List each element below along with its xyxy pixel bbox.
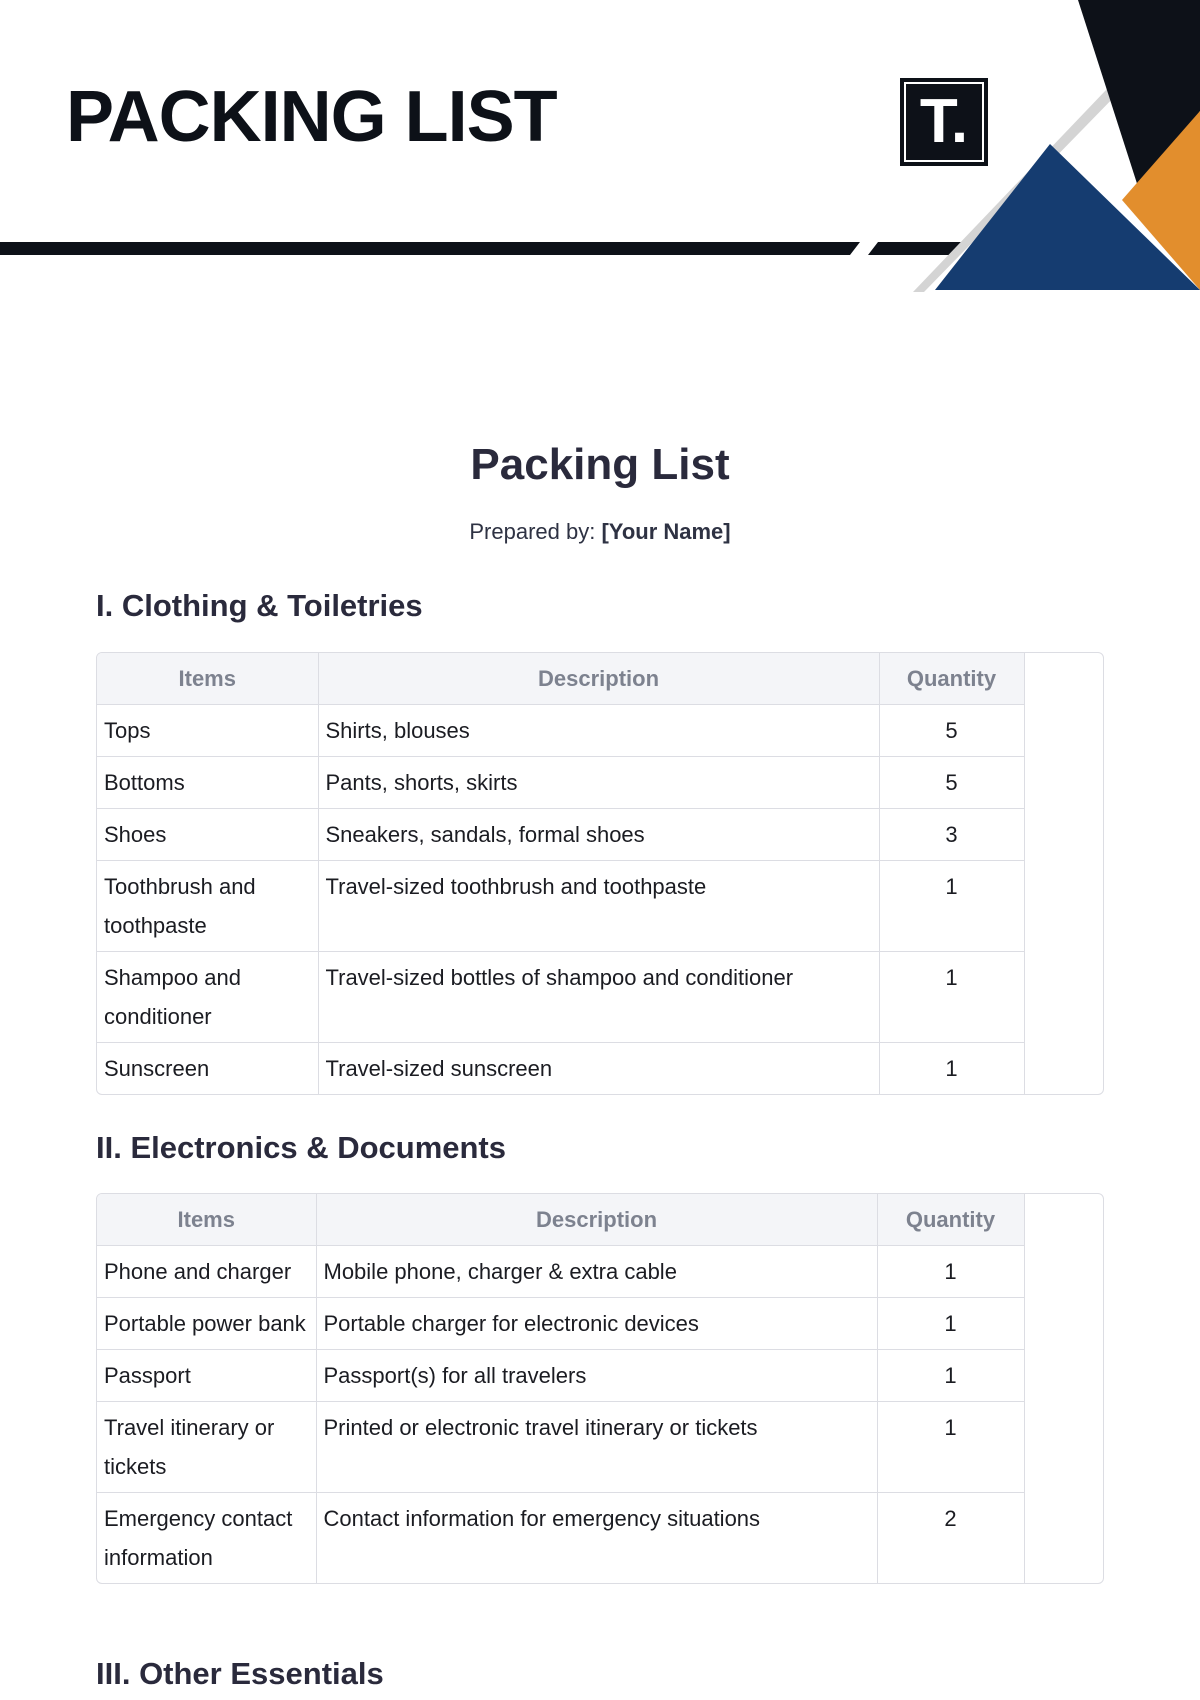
column-header-items: Items <box>97 1194 316 1246</box>
description-cell: Pants, shorts, skirts <box>318 757 879 809</box>
section-title: II. Electronics & Documents <box>96 1130 506 1165</box>
description-cell: Portable charger for electronic devices <box>316 1298 877 1350</box>
table-header-row <box>97 653 1024 705</box>
table-row <box>97 757 1024 809</box>
prepared-by <box>0 519 1200 545</box>
quantity-cell: 5 <box>879 757 1024 809</box>
column-header-quantity: Quantity <box>877 1194 1024 1246</box>
quantity-cell: 2 <box>877 1493 1024 1584</box>
quantity-cell: 1 <box>877 1350 1024 1402</box>
column-header-items: Items <box>97 653 318 705</box>
section-title: III. Other Essentials <box>96 1656 384 1691</box>
item-cell: Shampoo and conditioner <box>97 952 318 1043</box>
quantity-cell: 5 <box>879 705 1024 757</box>
table-row <box>97 952 1024 1043</box>
table-row <box>97 1402 1024 1493</box>
item-cell: Phone and charger <box>97 1246 316 1298</box>
item-cell: Toothbrush and toothpaste <box>97 861 318 952</box>
table-row <box>97 1350 1024 1402</box>
table-row <box>97 1246 1024 1298</box>
column-header-description: Description <box>316 1194 877 1246</box>
header-decoration <box>0 0 1200 300</box>
table-row <box>97 1298 1024 1350</box>
table-header-row <box>97 1194 1024 1246</box>
description-cell: Travel-sized toothbrush and toothpaste <box>318 861 879 952</box>
quantity-cell: 1 <box>877 1402 1024 1493</box>
item-cell: Shoes <box>97 809 318 861</box>
description-cell: Travel-sized bottles of shampoo and conditioner <box>318 952 879 1043</box>
logo: T. <box>900 78 988 166</box>
section-title: I. Clothing & Toiletries <box>96 588 423 623</box>
column-header-quantity: Quantity <box>879 653 1024 705</box>
item-cell: Emergency contact information <box>97 1493 316 1584</box>
column-header-description: Description <box>318 653 879 705</box>
item-cell: Tops <box>97 705 318 757</box>
quantity-cell: 1 <box>879 952 1024 1043</box>
description-cell: Printed or electronic travel itinerary or tickets <box>316 1402 877 1493</box>
header-rule <box>0 242 860 255</box>
description-cell: Shirts, blouses <box>318 705 879 757</box>
item-cell: Portable power bank <box>97 1298 316 1350</box>
table-row <box>97 1493 1024 1584</box>
electronics-documents-table <box>96 1193 1104 1584</box>
quantity-cell: 1 <box>879 861 1024 952</box>
table-row <box>97 1043 1024 1095</box>
description-cell: Mobile phone, charger & extra cable <box>316 1246 877 1298</box>
header-title: PACKING LIST <box>66 77 557 157</box>
quantity-cell: 1 <box>877 1298 1024 1350</box>
item-cell: Bottoms <box>97 757 318 809</box>
item-cell: Passport <box>97 1350 316 1402</box>
prepared-by-name: [Your Name] <box>601 519 731 544</box>
item-cell: Sunscreen <box>97 1043 318 1095</box>
quantity-cell: 3 <box>879 809 1024 861</box>
item-cell: Travel itinerary or tickets <box>97 1402 316 1493</box>
quantity-cell: 1 <box>877 1246 1024 1298</box>
description-cell: Sneakers, sandals, formal shoes <box>318 809 879 861</box>
prepared-by-label: Prepared by: <box>469 519 602 544</box>
description-cell: Passport(s) for all travelers <box>316 1350 877 1402</box>
description-cell: Contact information for emergency situations <box>316 1493 877 1584</box>
table-row <box>97 861 1024 952</box>
clothing-toiletries-table <box>96 652 1104 1095</box>
table-row <box>97 705 1024 757</box>
document-title: Packing List <box>470 440 730 489</box>
description-cell: Travel-sized sunscreen <box>318 1043 879 1095</box>
table-row <box>97 809 1024 861</box>
quantity-cell: 1 <box>879 1043 1024 1095</box>
